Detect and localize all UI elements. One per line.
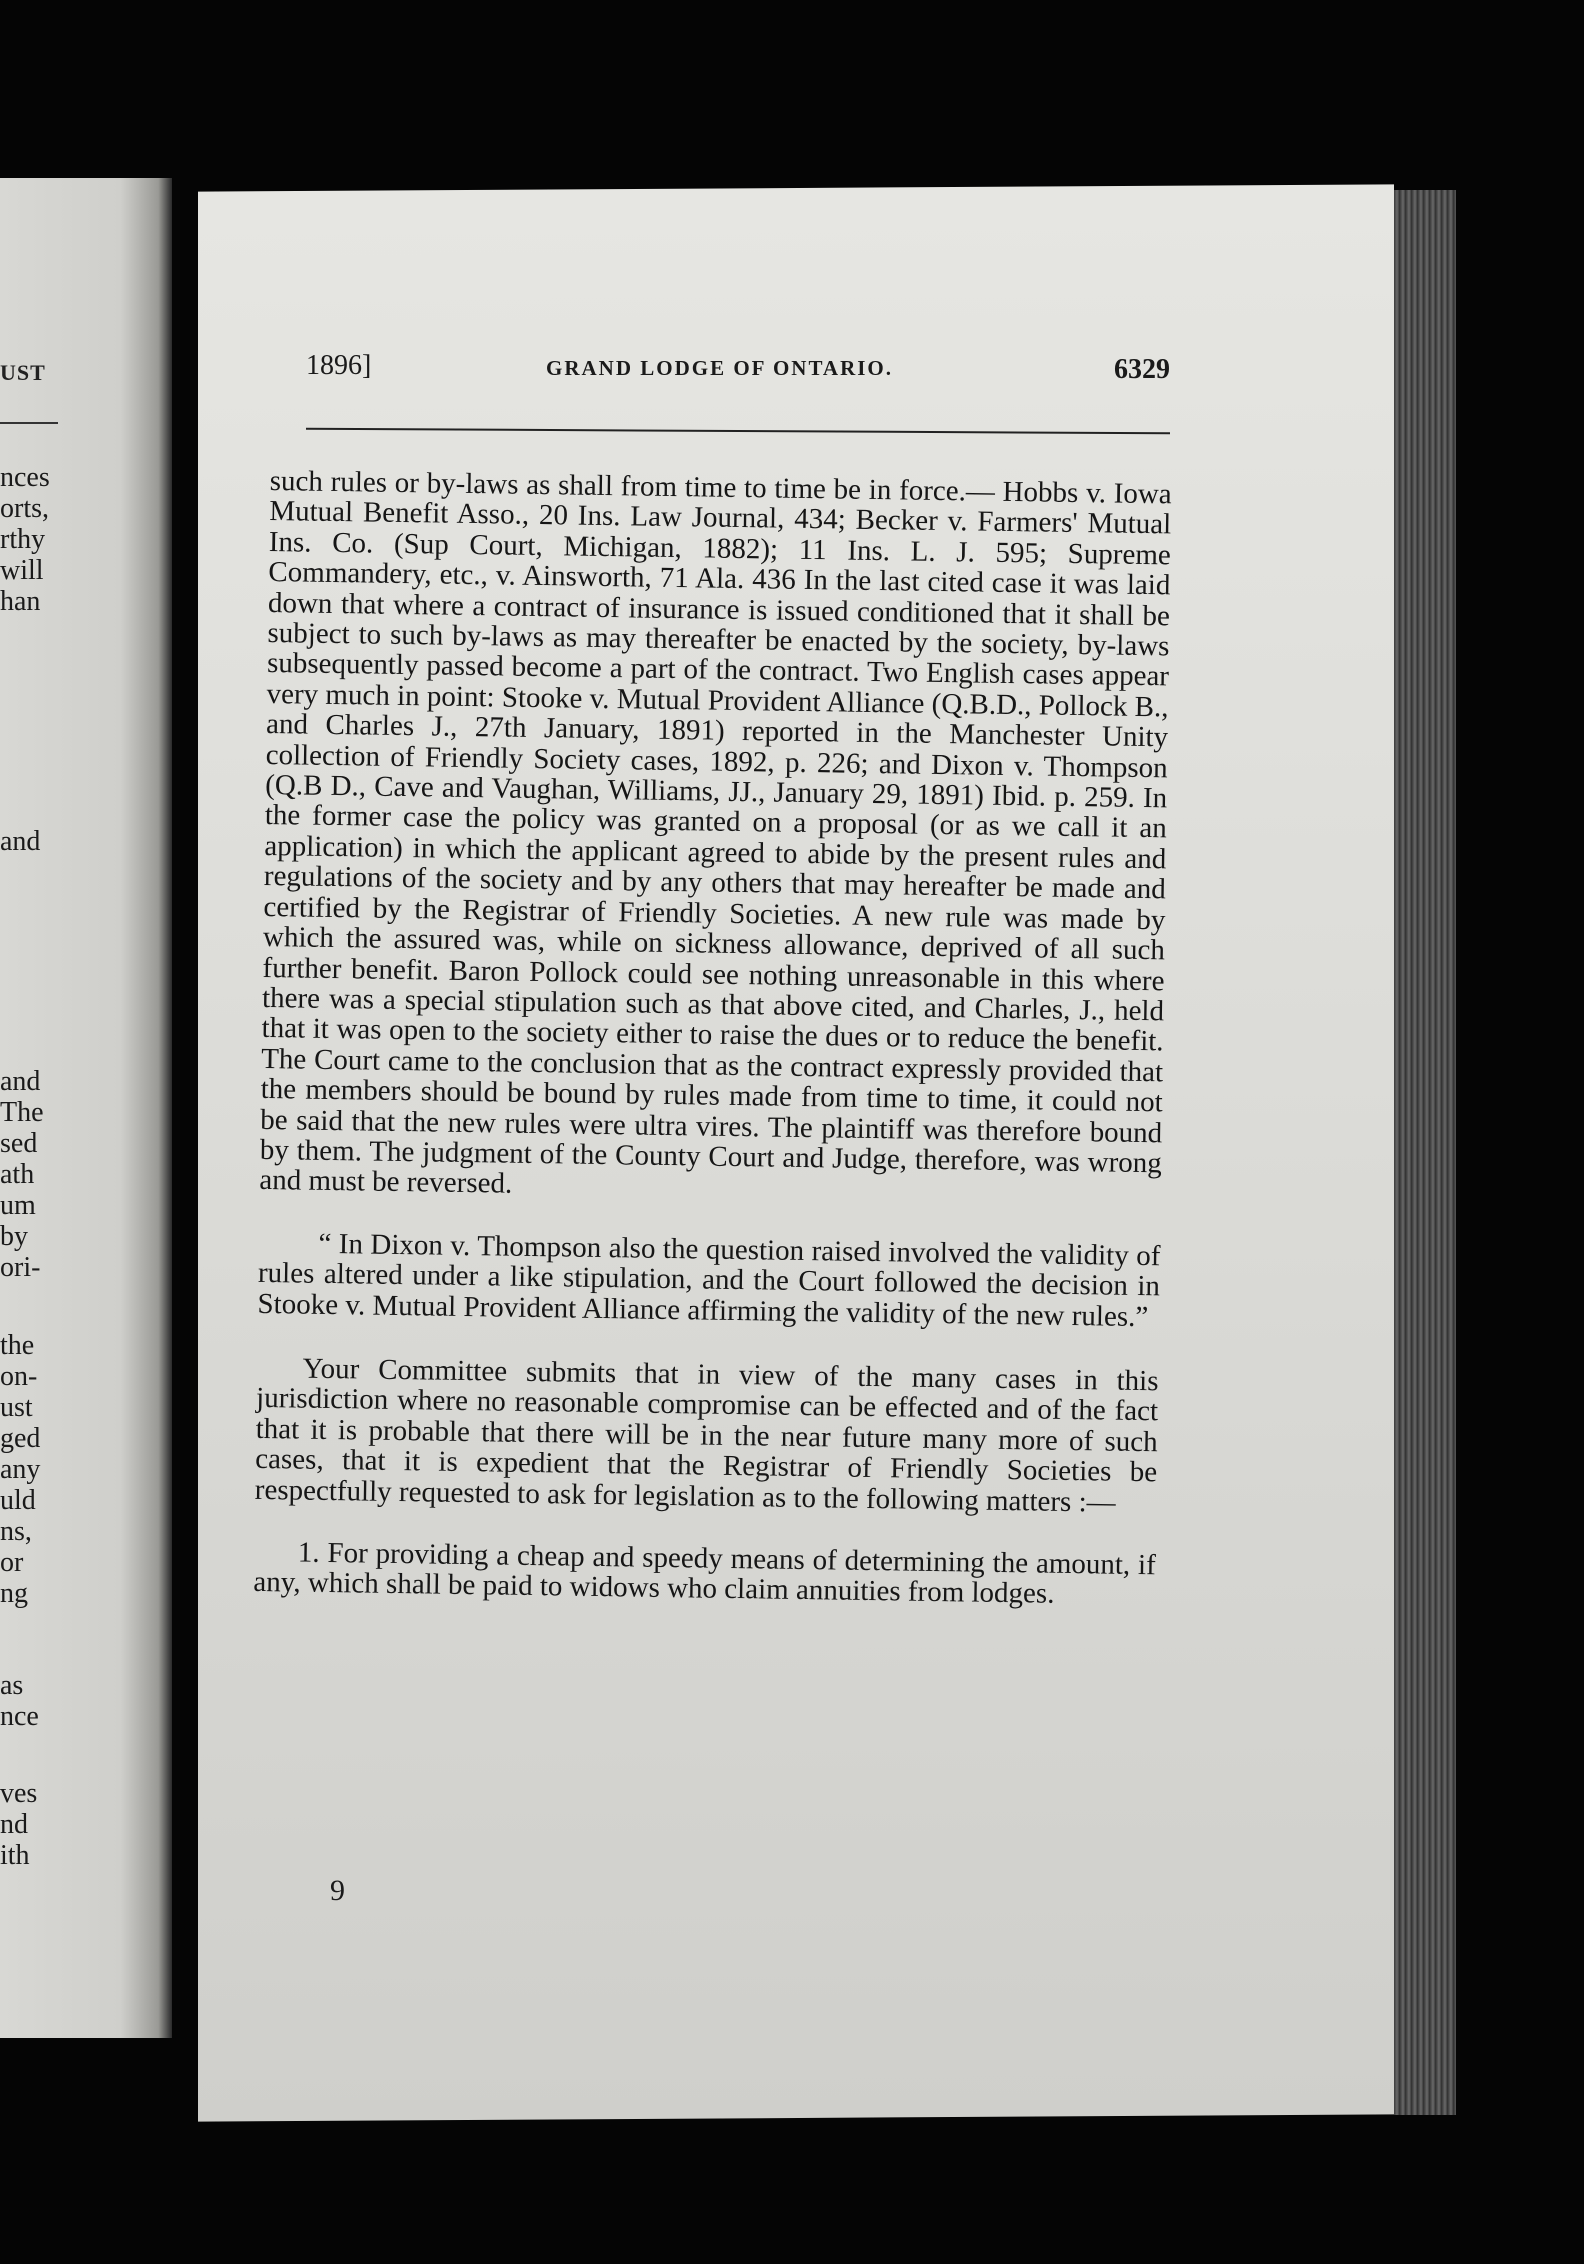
- facing-page-fragment: nd: [0, 1809, 28, 1840]
- header-title: GRAND LODGE OF ONTARIO.: [546, 356, 894, 380]
- facing-page-fragment: or: [0, 1547, 24, 1578]
- facing-page-fragment: on-: [0, 1361, 38, 1392]
- facing-page-fragment: ng: [0, 1578, 28, 1609]
- header-year: 1896]: [306, 350, 372, 381]
- facing-page-fragment: ged: [0, 1423, 41, 1454]
- facing-page-fragment: ath: [0, 1159, 35, 1190]
- facing-page-header-fragment: UST: [0, 360, 46, 385]
- facing-page-rule: [0, 422, 58, 424]
- paragraph-item-1: 1. For providing a cheap and speedy means of determining the amount, if any, which shall be paid to widows who claim annuities from lodges.: [253, 1536, 1157, 1611]
- facing-page-fragment: han: [0, 586, 41, 617]
- paragraph-legal-citations: such rules or by-laws as shall from time to time be in force.— Hobbs v. Iowa Mutual Benefit Asso., 20 Ins. Law Journal, 434; Becker v. Farmers' Mutual Ins. Co. (Sup Court, Michigan, 1882); 11 Ins. L. J. 595; Supreme Commandery, etc., v. Ainsworth, 71 Ala. 436 In the last cited case it was laid down that where a contract of insurance is issued conditioned that it shall be subject to such by-laws as may thereafter be enacted by the society, by-laws subsequently passed become a part of the contract. Two English cases appear very much in point: Stooke v. Mutual Provident Alliance (Q.B.D., Pollock B., and Charles J., 27th January, 1891) reported in the Manchester Unity collection of Friendly Society cases, 1892, p. 226; and Dixon v. Thompson (Q.B D., Cave and Vaughan, Williams, JJ., January 29, 1891) Ibid. p. 259. In the former case the policy was granted on a proposal (or as we call it an application) in which the applicant agreed to abide by the present rules and regulations of the society and by any others that may hereafter be made and certified by the Registrar of Friendly Societies. A new rule was made by which the assured was, while on sickness allowance, deprived of all such further benefit. Baron Pollock could see nothing unreasonable in this where there was a special stipulation such as that above cited, and Charles, J., held that it was open to the society either to raise the dues or to reduce the benefit. The Court came to the conclusion that as the contract expressly provided that the members should be bound by rules made from time to time, it could not be said that the new rules were ultra vires. The plaintiff was therefore bound by them. The judgment of the County Court and Judge, therefore, was wrong and must be reversed.: [259, 465, 1172, 1201]
- facing-page-fragment: uld: [0, 1485, 36, 1516]
- facing-page-fragment: and: [0, 1066, 41, 1097]
- facing-page-fragment: orts,: [0, 493, 49, 524]
- facing-page-fragment: The: [0, 1097, 44, 1128]
- facing-page-fragment: and: [0, 826, 41, 857]
- facing-page-fragment: ves: [0, 1778, 38, 1809]
- page-edges: [1394, 190, 1456, 2115]
- running-header: [306, 350, 1170, 390]
- facing-page-fragment: any: [0, 1454, 41, 1485]
- paragraph-committee: Your Committee submits that in view of the many cases in this jurisdiction where no reasonable compromise can be effected and of the fact that it is probable that there will be in the near future many more of such cases, that it is expedient that the Registrar of Friendly Societies be respectfully requested to ask for legislation as to the following matters :—: [254, 1352, 1159, 1519]
- facing-page-fragment: will: [0, 555, 44, 586]
- facing-page-fragment: ori-: [0, 1252, 41, 1283]
- facing-page-fragment: ns,: [0, 1516, 32, 1547]
- facing-page-fragment: nces: [0, 462, 50, 493]
- facing-page-fragment: rthy: [0, 524, 46, 555]
- facing-page-fragment: nce: [0, 1701, 39, 1732]
- facing-page-fragment: ith: [0, 1840, 30, 1871]
- facing-page-fragment: um: [0, 1190, 36, 1221]
- paragraph-quotation: “ In Dixon v. Thompson also the question raised involved the validity of rules altered under a like stipulation, and the Court followed the decision in Stooke v. Mutual Provident Alliance affirming the validity of the new rules.”: [257, 1227, 1161, 1333]
- facing-page: [0, 178, 172, 2038]
- signature-mark: 9: [330, 1874, 345, 1907]
- facing-page-fragment: sed: [0, 1128, 38, 1159]
- facing-page-fragment: as: [0, 1670, 24, 1701]
- facing-page-fragment: the: [0, 1330, 35, 1361]
- page-number: 6329: [1114, 354, 1170, 385]
- facing-page-fragment: ust: [0, 1392, 33, 1423]
- facing-page-fragment: by: [0, 1221, 28, 1252]
- body-text: [253, 466, 1172, 1611]
